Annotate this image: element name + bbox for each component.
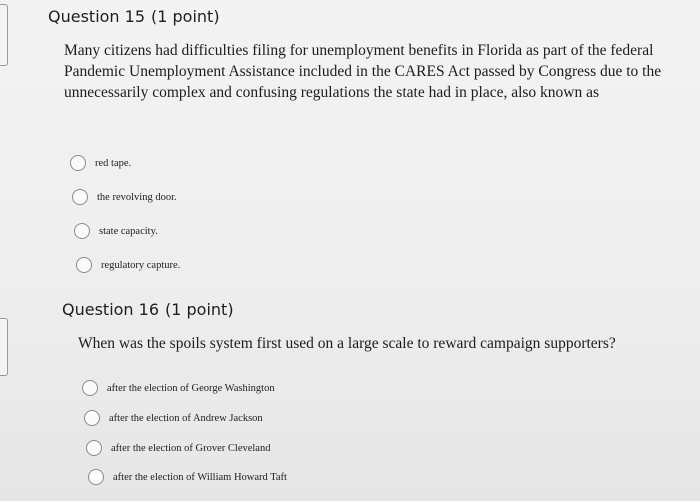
question-15-title: [48, 7, 220, 26]
q16-option-jackson[interactable]: [84, 410, 263, 426]
q16-option-washington[interactable]: [82, 380, 275, 396]
q15-option-revolving-door[interactable]: [72, 189, 177, 205]
option-label: after the election of Grover Cleveland: [111, 442, 271, 454]
question-points: (1 point): [151, 7, 220, 26]
option-label: after the election of George Washington: [107, 382, 275, 394]
q15-option-red-tape[interactable]: [70, 155, 131, 171]
radio-button[interactable]: [72, 189, 88, 205]
left-edge-fragment: [0, 318, 8, 376]
radio-button[interactable]: [86, 440, 102, 456]
radio-button[interactable]: [84, 410, 100, 426]
option-label: after the election of Andrew Jackson: [109, 412, 263, 424]
q16-option-taft[interactable]: [88, 469, 287, 485]
question-points: (1 point): [165, 300, 234, 319]
option-label: the revolving door.: [97, 191, 177, 203]
radio-button[interactable]: [82, 380, 98, 396]
question-title: Question 15: [48, 7, 146, 26]
radio-button[interactable]: [88, 469, 104, 485]
option-label: after the election of William Howard Taft: [113, 471, 287, 483]
option-label: red tape.: [95, 157, 132, 169]
question-16-title: [62, 300, 234, 319]
q15-option-regulatory-capture[interactable]: [76, 257, 180, 273]
q16-option-cleveland[interactable]: [86, 440, 270, 456]
question-title: Question 16: [62, 300, 160, 319]
radio-button[interactable]: [70, 155, 86, 171]
radio-button[interactable]: [76, 257, 92, 273]
q15-option-state-capacity[interactable]: [74, 223, 158, 239]
radio-button[interactable]: [74, 223, 90, 239]
question-16-text: When was the spoils system first used on a large scale to reward campaign supporters?: [78, 335, 616, 352]
left-edge-fragment: [0, 4, 8, 66]
question-15-text: Many citizens had difficulties filing for unemployment benefits in Florida as part of the federal Pandemic Unemployment Assistance included in the CARES Act passed by Congress due to the unnecessarily complex and confusing regulations the state had in place, also known as: [64, 42, 662, 101]
option-label: state capacity.: [99, 225, 158, 237]
option-label: regulatory capture.: [101, 259, 181, 271]
